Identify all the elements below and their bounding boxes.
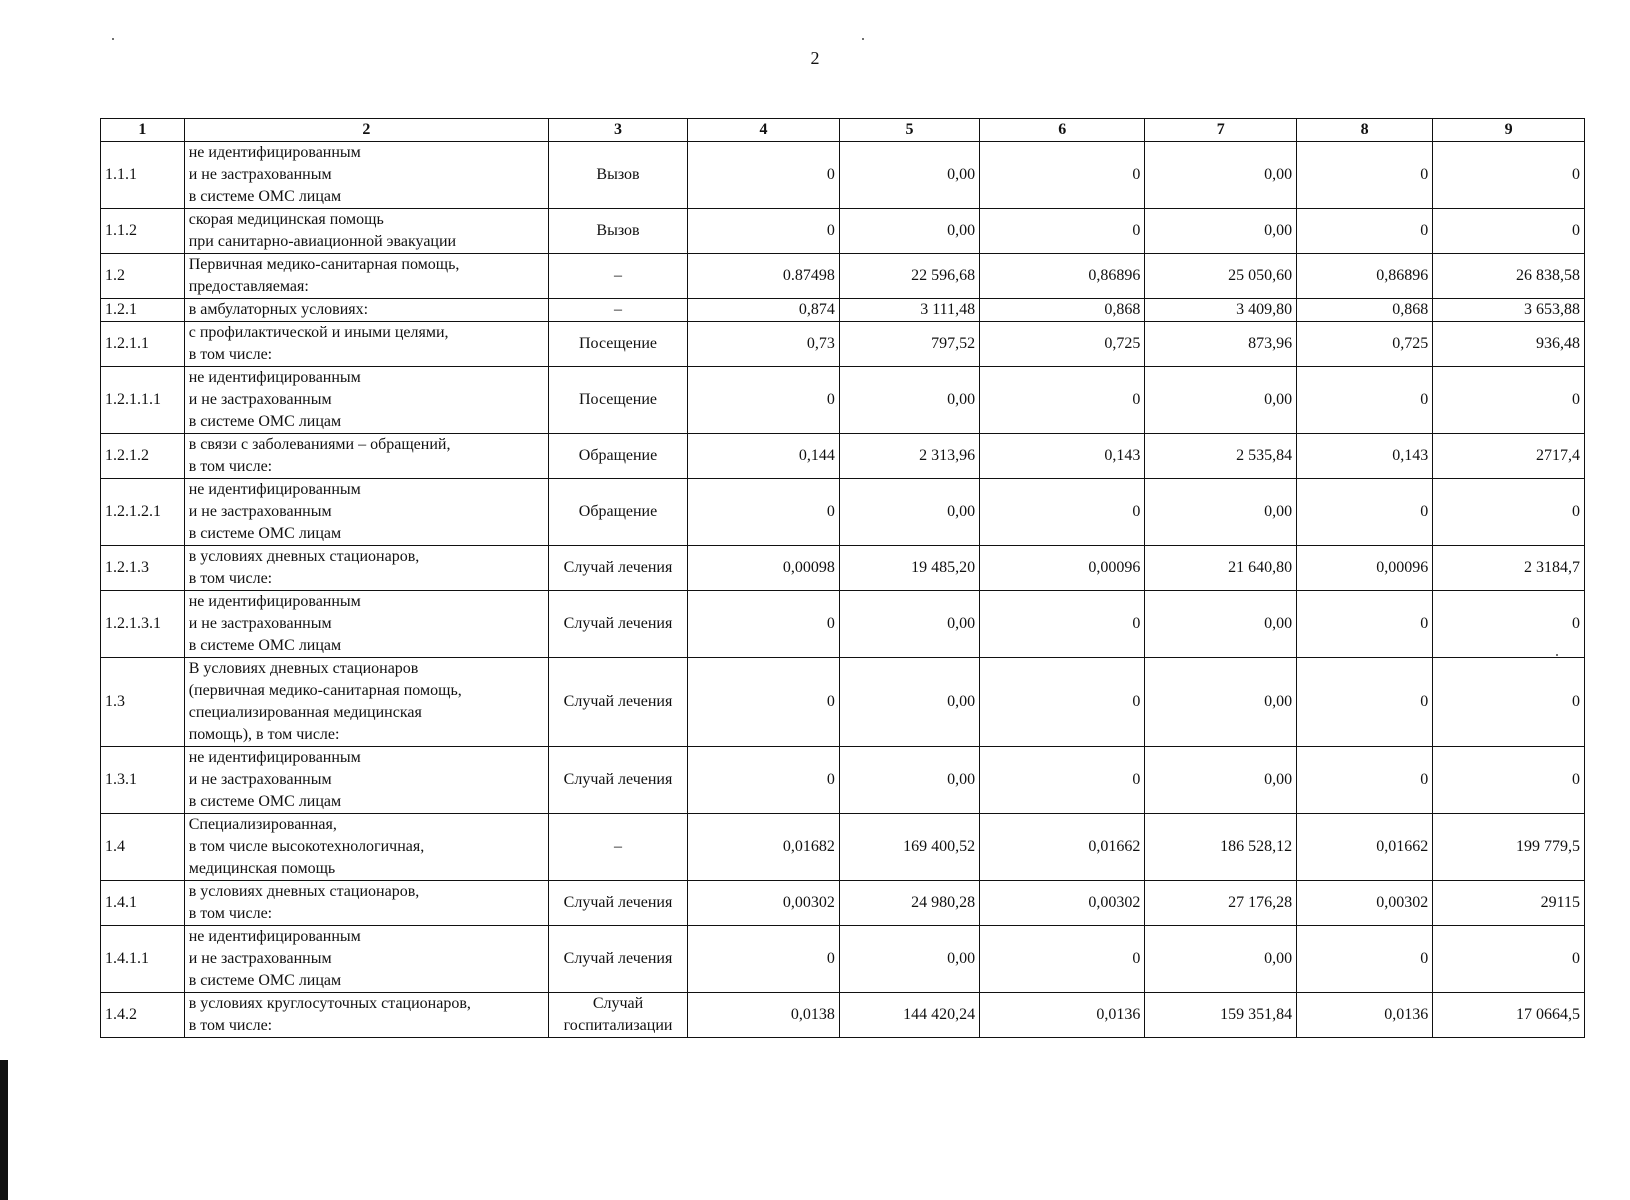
row-name-line: в системе ОМС лицам bbox=[188, 793, 342, 810]
row-name-line: не идентифицированным bbox=[188, 928, 361, 945]
row-value-v6: 0 bbox=[980, 367, 1145, 434]
row-value-v8: 0,725 bbox=[1297, 322, 1433, 367]
row-value-v5: 144 420,24 bbox=[839, 993, 979, 1038]
column-header: 7 bbox=[1145, 119, 1297, 142]
row-unit: Случай лечения bbox=[548, 591, 687, 658]
row-value-v6: 0,00302 bbox=[980, 881, 1145, 926]
row-name bbox=[184, 591, 548, 658]
table-row bbox=[101, 367, 1585, 434]
row-unit: Обращение bbox=[548, 479, 687, 546]
row-value-v7: 0,00 bbox=[1145, 658, 1297, 747]
row-name bbox=[184, 658, 548, 747]
row-value-v7: 25 050,60 bbox=[1145, 254, 1297, 299]
row-name-line: и не застрахованным bbox=[188, 950, 332, 967]
row-value-v9: 2 3184,7 bbox=[1433, 546, 1585, 591]
row-unit: Случай лечения bbox=[548, 658, 687, 747]
row-name-line: в связи с заболеваниями – обращений, bbox=[188, 436, 451, 453]
row-value-v5: 0,00 bbox=[839, 367, 979, 434]
row-name-line: и не застрахованным bbox=[188, 615, 332, 632]
row-value-v8: 0,0136 bbox=[1297, 993, 1433, 1038]
row-name bbox=[184, 367, 548, 434]
row-value-v9: 0 bbox=[1433, 658, 1585, 747]
row-value-v5: 0,00 bbox=[839, 142, 979, 209]
row-name-line: и не застрахованным bbox=[188, 771, 332, 788]
row-value-v8: 0 bbox=[1297, 142, 1433, 209]
row-name bbox=[184, 926, 548, 993]
row-name-line: в условиях круглосуточных стационаров, bbox=[188, 995, 471, 1012]
row-name bbox=[184, 479, 548, 546]
data-table bbox=[100, 118, 1585, 1038]
row-value-v9: 26 838,58 bbox=[1433, 254, 1585, 299]
row-value-v8: 0,86896 bbox=[1297, 254, 1433, 299]
row-name-line: в том числе: bbox=[188, 905, 273, 922]
row-value-v9: 17 0664,5 bbox=[1433, 993, 1585, 1038]
row-value-v8: 0 bbox=[1297, 479, 1433, 546]
row-value-v8: 0 bbox=[1297, 658, 1433, 747]
row-value-v9: 0 bbox=[1433, 479, 1585, 546]
row-name bbox=[184, 546, 548, 591]
row-name-line: не идентифицированным bbox=[188, 749, 361, 766]
row-unit: Случай лечения bbox=[548, 926, 687, 993]
row-value-v5: 24 980,28 bbox=[839, 881, 979, 926]
row-value-v7: 873,96 bbox=[1145, 322, 1297, 367]
row-name-line: не идентифицированным bbox=[188, 369, 361, 386]
row-value-v9: 0 bbox=[1433, 591, 1585, 658]
row-number: 1.2.1.2 bbox=[101, 434, 185, 479]
row-number: 1.2.1 bbox=[101, 299, 185, 322]
row-name-line: в системе ОМС лицам bbox=[188, 637, 342, 654]
row-value-v7: 3 409,80 bbox=[1145, 299, 1297, 322]
row-value-v8: 0 bbox=[1297, 747, 1433, 814]
row-name bbox=[184, 881, 548, 926]
row-unit: Вызов bbox=[548, 209, 687, 254]
row-number: 1.1.2 bbox=[101, 209, 185, 254]
row-name-line: специализированная медицинская bbox=[188, 704, 422, 721]
row-value-v9: 199 779,5 bbox=[1433, 814, 1585, 881]
row-number: 1.3.1 bbox=[101, 747, 185, 814]
column-header: 3 bbox=[548, 119, 687, 142]
row-unit: Случай лечения bbox=[548, 881, 687, 926]
row-value-v6: 0,01662 bbox=[980, 814, 1145, 881]
column-header: 2 bbox=[184, 119, 548, 142]
row-name bbox=[184, 254, 548, 299]
row-value-v4: 0 bbox=[688, 747, 840, 814]
row-unit: Посещение bbox=[548, 367, 687, 434]
row-value-v5: 19 485,20 bbox=[839, 546, 979, 591]
row-value-v4: 0,874 bbox=[688, 299, 840, 322]
row-value-v4: 0 bbox=[688, 479, 840, 546]
row-number: 1.1.1 bbox=[101, 142, 185, 209]
table-row bbox=[101, 434, 1585, 479]
row-value-v6: 0 bbox=[980, 479, 1145, 546]
row-value-v5: 0,00 bbox=[839, 926, 979, 993]
row-value-v5: 169 400,52 bbox=[839, 814, 979, 881]
table-row bbox=[101, 142, 1585, 209]
header-row bbox=[101, 119, 1585, 142]
scan-edge-shadow bbox=[0, 1060, 8, 1200]
row-value-v6: 0 bbox=[980, 209, 1145, 254]
row-name-line: (первичная медико-санитарная помощь, bbox=[188, 682, 462, 699]
row-value-v9: 0 bbox=[1433, 142, 1585, 209]
row-name-line: и не застрахованным bbox=[188, 166, 332, 183]
table-row bbox=[101, 546, 1585, 591]
row-name-line: в системе ОМС лицам bbox=[188, 972, 342, 989]
row-value-v8: 0 bbox=[1297, 209, 1433, 254]
row-number: 1.4 bbox=[101, 814, 185, 881]
row-value-v7: 0,00 bbox=[1145, 747, 1297, 814]
page-number: 2 bbox=[810, 48, 820, 68]
row-value-v4: 0 bbox=[688, 142, 840, 209]
row-value-v5: 0,00 bbox=[839, 747, 979, 814]
row-number: 1.2.1.3 bbox=[101, 546, 185, 591]
row-value-v5: 2 313,96 bbox=[839, 434, 979, 479]
row-value-v8: 0 bbox=[1297, 926, 1433, 993]
row-value-v5: 22 596,68 bbox=[839, 254, 979, 299]
row-name bbox=[184, 322, 548, 367]
row-name-line: и не застрахованным bbox=[188, 503, 332, 520]
row-name bbox=[184, 747, 548, 814]
row-unit: Случай лечения bbox=[548, 747, 687, 814]
row-value-v9: 0 bbox=[1433, 926, 1585, 993]
row-value-v7: 0,00 bbox=[1145, 479, 1297, 546]
row-value-v9: 936,48 bbox=[1433, 322, 1585, 367]
row-name bbox=[184, 993, 548, 1038]
row-unit: Случай госпитализации bbox=[548, 993, 687, 1038]
row-value-v6: 0,00096 bbox=[980, 546, 1145, 591]
row-name bbox=[184, 299, 548, 322]
table-row bbox=[101, 299, 1585, 322]
row-value-v8: 0 bbox=[1297, 367, 1433, 434]
row-number: 1.2 bbox=[101, 254, 185, 299]
table-row bbox=[101, 926, 1585, 993]
row-value-v7: 0,00 bbox=[1145, 209, 1297, 254]
row-number: 1.2.1.3.1 bbox=[101, 591, 185, 658]
table-body bbox=[101, 142, 1585, 1038]
row-number: 1.4.2 bbox=[101, 993, 185, 1038]
row-value-v4: 0,01682 bbox=[688, 814, 840, 881]
row-name-line: в системе ОМС лицам bbox=[188, 188, 342, 205]
row-value-v9: 29115 bbox=[1433, 881, 1585, 926]
row-name-line: в том числе: bbox=[188, 346, 273, 363]
row-unit: Вызов bbox=[548, 142, 687, 209]
row-value-v4: 0,73 bbox=[688, 322, 840, 367]
row-value-v7: 0,00 bbox=[1145, 367, 1297, 434]
row-name-line: в системе ОМС лицам bbox=[188, 525, 342, 542]
row-value-v6: 0,143 bbox=[980, 434, 1145, 479]
table-row bbox=[101, 658, 1585, 747]
table-row bbox=[101, 209, 1585, 254]
row-name-line: помощь), в том числе: bbox=[188, 726, 340, 743]
row-name-line: в том числе: bbox=[188, 570, 273, 587]
row-value-v9: 0 bbox=[1433, 747, 1585, 814]
table-row bbox=[101, 254, 1585, 299]
row-value-v8: 0,00096 bbox=[1297, 546, 1433, 591]
row-name-line: Специализированная, bbox=[188, 816, 337, 833]
scan-speck bbox=[862, 38, 864, 40]
row-number: 1.4.1.1 bbox=[101, 926, 185, 993]
row-value-v4: 0 bbox=[688, 926, 840, 993]
row-name-line: с профилактической и иными целями, bbox=[188, 324, 449, 341]
row-value-v9: 0 bbox=[1433, 209, 1585, 254]
row-value-v4: 0,0138 bbox=[688, 993, 840, 1038]
table-row bbox=[101, 993, 1585, 1038]
row-value-v7: 2 535,84 bbox=[1145, 434, 1297, 479]
column-header: 8 bbox=[1297, 119, 1433, 142]
row-name-line: Первичная медико-санитарная помощь, bbox=[188, 256, 460, 273]
row-name-line: в системе ОМС лицам bbox=[188, 413, 342, 430]
row-unit: Обращение bbox=[548, 434, 687, 479]
row-value-v4: 0.87498 bbox=[688, 254, 840, 299]
row-unit: – bbox=[548, 299, 687, 322]
row-value-v8: 0,00302 bbox=[1297, 881, 1433, 926]
row-number: 1.2.1.1.1 bbox=[101, 367, 185, 434]
row-value-v5: 0,00 bbox=[839, 658, 979, 747]
row-name-line: в условиях дневных стационаров, bbox=[188, 883, 420, 900]
row-value-v6: 0 bbox=[980, 591, 1145, 658]
row-value-v4: 0 bbox=[688, 209, 840, 254]
row-value-v8: 0,143 bbox=[1297, 434, 1433, 479]
row-number: 1.3 bbox=[101, 658, 185, 747]
row-value-v8: 0 bbox=[1297, 591, 1433, 658]
row-name-line: скорая медицинская помощь bbox=[188, 211, 384, 228]
row-name-line: в том числе: bbox=[188, 1017, 273, 1034]
row-value-v5: 0,00 bbox=[839, 209, 979, 254]
row-number: 1.2.1.2.1 bbox=[101, 479, 185, 546]
row-name-line: и не застрахованным bbox=[188, 391, 332, 408]
row-value-v7: 159 351,84 bbox=[1145, 993, 1297, 1038]
column-header: 6 bbox=[980, 119, 1145, 142]
row-number: 1.4.1 bbox=[101, 881, 185, 926]
row-value-v5: 797,52 bbox=[839, 322, 979, 367]
row-name bbox=[184, 142, 548, 209]
scan-speck bbox=[112, 38, 114, 40]
row-value-v8: 0,01662 bbox=[1297, 814, 1433, 881]
row-name-line: в том числе высокотехнологичная, bbox=[188, 838, 425, 855]
column-header: 4 bbox=[688, 119, 840, 142]
row-value-v6: 0,868 bbox=[980, 299, 1145, 322]
row-value-v6: 0 bbox=[980, 658, 1145, 747]
row-unit: Случай лечения bbox=[548, 546, 687, 591]
row-value-v6: 0,86896 bbox=[980, 254, 1145, 299]
row-name-line: при санитарно-авиационной эвакуации bbox=[188, 233, 457, 250]
column-header: 9 bbox=[1433, 119, 1585, 142]
row-value-v9: 3 653,88 bbox=[1433, 299, 1585, 322]
row-value-v5: 3 111,48 bbox=[839, 299, 979, 322]
row-value-v6: 0 bbox=[980, 142, 1145, 209]
row-name-line: В условиях дневных стационаров bbox=[188, 660, 419, 677]
row-value-v6: 0,0136 bbox=[980, 993, 1145, 1038]
row-value-v7: 0,00 bbox=[1145, 142, 1297, 209]
column-header: 1 bbox=[101, 119, 185, 142]
row-unit: – bbox=[548, 254, 687, 299]
row-number: 1.2.1.1 bbox=[101, 322, 185, 367]
column-header: 5 bbox=[839, 119, 979, 142]
row-value-v7: 186 528,12 bbox=[1145, 814, 1297, 881]
table-row bbox=[101, 881, 1585, 926]
row-value-v6: 0,725 bbox=[980, 322, 1145, 367]
row-value-v5: 0,00 bbox=[839, 479, 979, 546]
row-value-v9: 2717,4 bbox=[1433, 434, 1585, 479]
row-value-v4: 0,00098 bbox=[688, 546, 840, 591]
row-name bbox=[184, 434, 548, 479]
table-row bbox=[101, 322, 1585, 367]
row-name-line: в амбулаторных условиях: bbox=[188, 301, 369, 318]
row-value-v5: 0,00 bbox=[839, 591, 979, 658]
row-value-v9: 0 bbox=[1433, 367, 1585, 434]
table-row bbox=[101, 591, 1585, 658]
row-value-v7: 0,00 bbox=[1145, 591, 1297, 658]
row-name bbox=[184, 814, 548, 881]
row-value-v6: 0 bbox=[980, 926, 1145, 993]
row-name-line: не идентифицированным bbox=[188, 593, 361, 610]
row-name-line: не идентифицированным bbox=[188, 144, 361, 161]
row-value-v4: 0,00302 bbox=[688, 881, 840, 926]
row-value-v6: 0 bbox=[980, 747, 1145, 814]
row-name bbox=[184, 209, 548, 254]
row-value-v4: 0 bbox=[688, 658, 840, 747]
row-value-v7: 21 640,80 bbox=[1145, 546, 1297, 591]
row-value-v7: 27 176,28 bbox=[1145, 881, 1297, 926]
table-row bbox=[101, 479, 1585, 546]
row-unit: – bbox=[548, 814, 687, 881]
table-row bbox=[101, 747, 1585, 814]
row-value-v4: 0 bbox=[688, 591, 840, 658]
row-value-v7: 0,00 bbox=[1145, 926, 1297, 993]
row-name-line: не идентифицированным bbox=[188, 481, 361, 498]
row-unit: Посещение bbox=[548, 322, 687, 367]
row-value-v8: 0,868 bbox=[1297, 299, 1433, 322]
row-value-v4: 0 bbox=[688, 367, 840, 434]
row-name-line: предоставляемая: bbox=[188, 278, 309, 295]
table-row bbox=[101, 814, 1585, 881]
row-value-v4: 0,144 bbox=[688, 434, 840, 479]
row-name-line: в том числе: bbox=[188, 458, 273, 475]
row-name-line: в условиях дневных стационаров, bbox=[188, 548, 420, 565]
row-name-line: медицинская помощь bbox=[188, 860, 336, 877]
